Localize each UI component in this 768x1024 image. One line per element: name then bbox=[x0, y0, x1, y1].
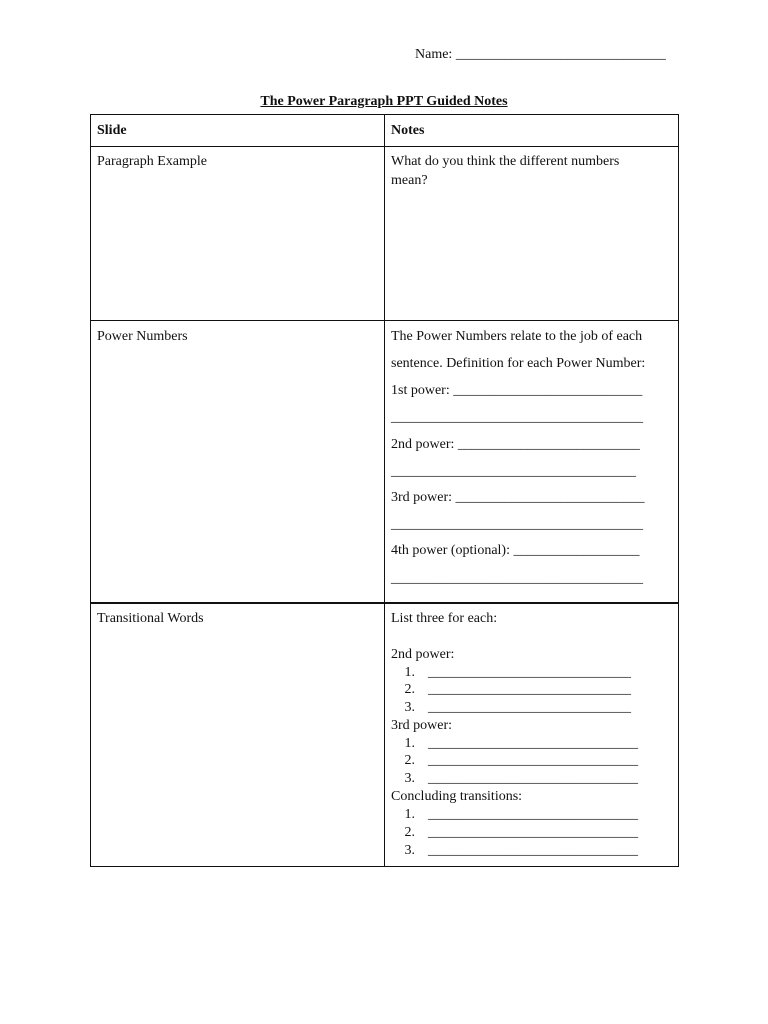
notes-line: What do you think the different numbers bbox=[391, 154, 620, 169]
list-number: 3. bbox=[404, 771, 415, 786]
answer-blank[interactable]: ______________________________ bbox=[428, 753, 638, 768]
notes-intro: List three for each: bbox=[391, 611, 498, 626]
notes-line: mean? bbox=[391, 173, 428, 188]
list-number: 1. bbox=[404, 736, 415, 751]
answer-blank[interactable]: _____________________________ bbox=[428, 665, 631, 680]
notes-line: sentence. Definition for each Power Number: bbox=[391, 356, 646, 371]
list-number: 2. bbox=[404, 825, 415, 840]
second-power-blank[interactable]: 2nd power: __________________________ bbox=[391, 437, 640, 452]
third-power-blank-cont[interactable]: ____________________________________ bbox=[391, 517, 643, 532]
list-number: 1. bbox=[404, 665, 415, 680]
list-number: 3. bbox=[404, 700, 415, 715]
first-power-blank[interactable]: 1st power: ___________________________ bbox=[391, 383, 643, 398]
list-item[interactable] bbox=[391, 806, 638, 824]
list-item[interactable] bbox=[391, 735, 638, 753]
row-slide-paragraph-example: Paragraph Example bbox=[97, 154, 208, 169]
list-number: 2. bbox=[404, 682, 415, 697]
row-slide-power-numbers: Power Numbers bbox=[97, 329, 188, 344]
list-item[interactable] bbox=[391, 664, 631, 682]
list-item[interactable] bbox=[391, 752, 638, 770]
second-power-blank-cont[interactable]: ___________________________________ bbox=[391, 464, 636, 479]
answer-blank[interactable]: ______________________________ bbox=[428, 771, 638, 786]
group-label-2nd-power: 2nd power: bbox=[391, 647, 455, 662]
table-column-divider bbox=[384, 114, 385, 867]
answer-blank[interactable]: ______________________________ bbox=[428, 807, 638, 822]
notes-line: The Power Numbers relate to the job of each bbox=[391, 329, 643, 344]
list-number: 3. bbox=[404, 843, 415, 858]
fourth-power-blank-cont[interactable]: ____________________________________ bbox=[391, 571, 643, 586]
page-title: The Power Paragraph PPT Guided Notes bbox=[260, 94, 508, 109]
answer-blank[interactable]: ______________________________ bbox=[428, 736, 638, 751]
first-power-blank-cont[interactable]: ____________________________________ bbox=[391, 410, 643, 425]
list-item[interactable] bbox=[391, 681, 631, 699]
name-field[interactable] bbox=[415, 46, 666, 64]
list-number: 2. bbox=[404, 753, 415, 768]
group-label-3rd-power: 3rd power: bbox=[391, 718, 453, 733]
table-border-left bbox=[90, 114, 91, 867]
name-label: Name: bbox=[415, 47, 453, 62]
list-item[interactable] bbox=[391, 842, 638, 860]
name-blank[interactable]: ______________________________ bbox=[455, 47, 666, 62]
fourth-power-blank[interactable]: 4th power (optional): __________________ bbox=[391, 543, 640, 558]
list-item[interactable] bbox=[391, 770, 638, 788]
answer-blank[interactable]: ______________________________ bbox=[428, 825, 638, 840]
answer-blank[interactable]: _____________________________ bbox=[428, 682, 631, 697]
list-item[interactable] bbox=[391, 824, 638, 842]
group-label-concluding: Concluding transitions: bbox=[391, 789, 523, 804]
row-slide-transitional-words: Transitional Words bbox=[97, 611, 204, 626]
list-item[interactable] bbox=[391, 699, 631, 717]
third-power-blank[interactable]: 3rd power: ___________________________ bbox=[391, 490, 645, 505]
table-border-right bbox=[678, 114, 679, 867]
column-header-slide: Slide bbox=[97, 123, 127, 138]
list-number: 1. bbox=[404, 807, 415, 822]
answer-blank[interactable]: ______________________________ bbox=[428, 843, 638, 858]
column-header-notes: Notes bbox=[391, 123, 425, 138]
answer-blank[interactable]: _____________________________ bbox=[428, 700, 631, 715]
